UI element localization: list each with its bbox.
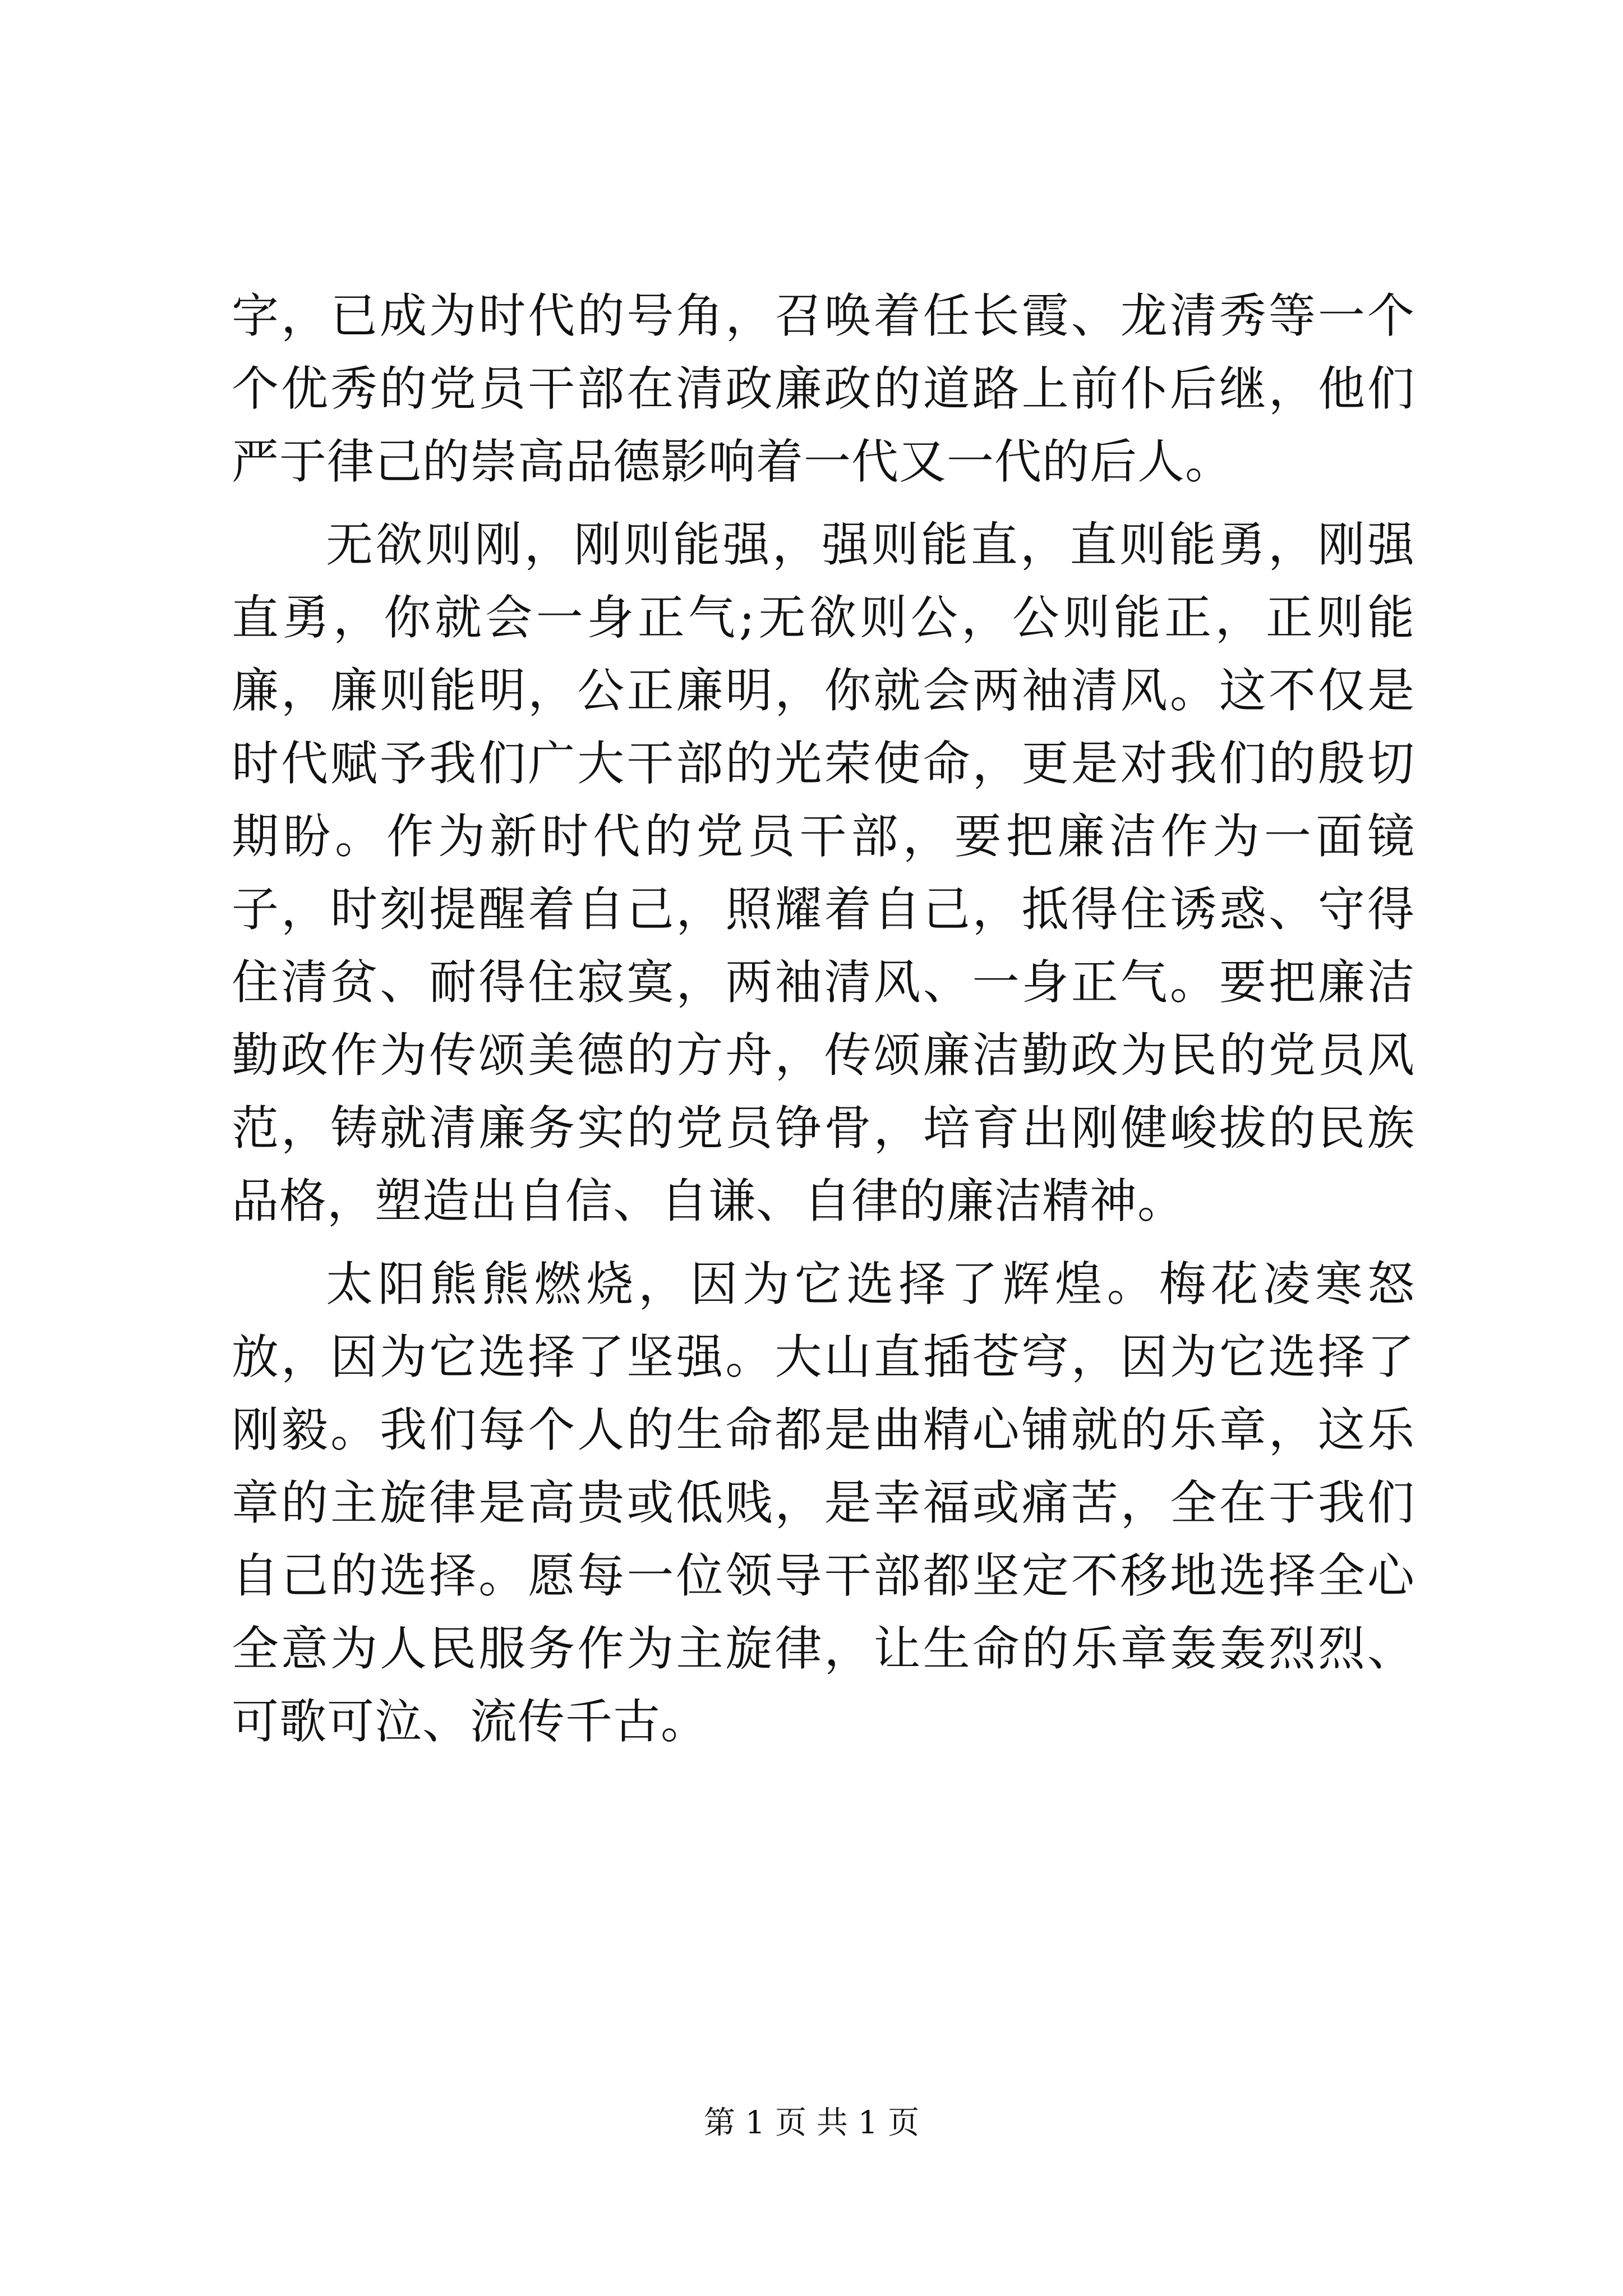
paragraph-integrity: 无欲则刚，刚则能强，强则能直，直则能勇，刚强直勇，你就会一身正气;无欲则公，公则能正，正则能廉，廉则能明，公正廉明，你就会两袖清风。这不仅是时代赋予我们广大干部的光荣使命，更是对我们的殷切期盼。作为新时代的党员干部，要把廉洁作为一面镜子，时刻提醒着自己，照耀着自己，抵得住诱惑、守得住清贫、耐得住寂寞，两袖清风、一身正气。要把廉洁勤政作为传颂美德的方舟，传颂廉洁勤政为民的党员风范，铸就清廉务实的党员铮骨，培育出刚健峻拔的民族品格，塑造出自信、自谦、自律的廉洁精神。 — [232, 517, 1415, 1228]
page-footer: 第 1 页 共 1 页 — [703, 2105, 920, 2141]
paragraph-choice: 太阳熊熊燃烧，因为它选择了辉煌。梅花凌寒怒放，因为它选择了坚强。大山直插苍穹，因为它选择了刚毅。我们每个人的生命都是曲精心铺就的乐章，这乐章的主旋律是高贵或低贱，是幸福或痛苦，全在于我们自己的选择。愿每一位领导干部都坚定不移地选择全心全意为人民服务作为主旋律，让生命的乐章轰轰烈烈、可歌可泣、流传千古。 — [232, 1257, 1415, 1749]
document-body — [232, 279, 1415, 1768]
paragraph-continuation: 字，已成为时代的号角，召唤着任长霞、龙清秀等一个个优秀的党员干部在清政廉政的道路上前仆后继，他们严于律己的崇高品德影响着一代又一代的后人。 — [232, 288, 1415, 489]
